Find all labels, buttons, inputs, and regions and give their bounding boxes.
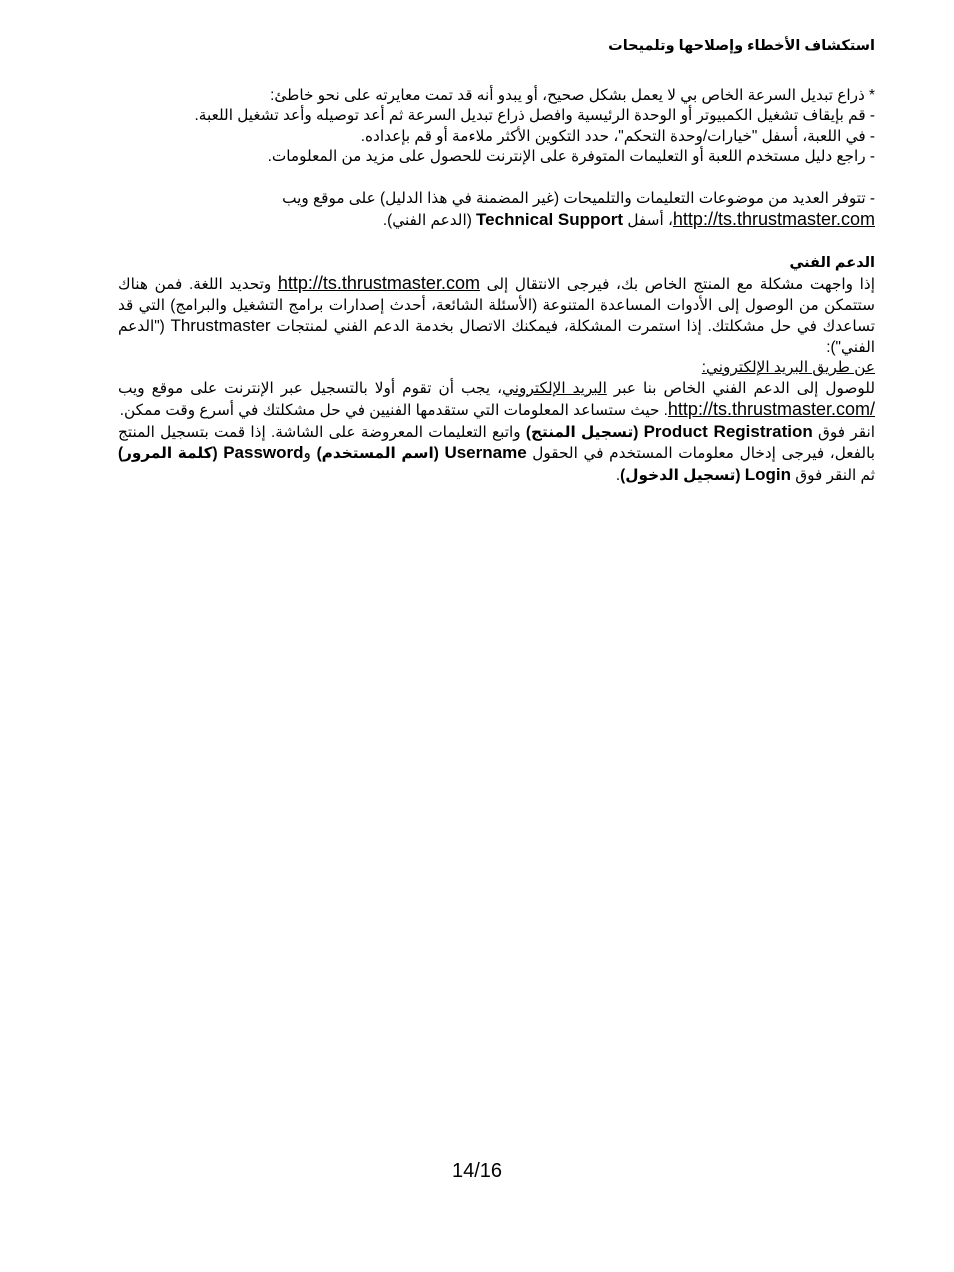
support-intro-3: ("الدعم الفني"): (118, 318, 875, 356)
problem-statement: * ذراع تبديل السرعة الخاص بي لا يعمل بشكل صحيح، أو يبدو أنه قد تمت معايرته على نحو خاطئ: (270, 86, 875, 104)
more-info-text: - تتوفر العديد من موضوعات التعليمات والتلميحات (غير المضمنة في هذا الدليل) على موقع ويب (282, 189, 875, 207)
troubleshooting-step-3: - راجع دليل مستخدم اللعبة أو التعليمات المتوفرة على الإنترنت للحصول على مزيد من المعلومات. (267, 148, 875, 165)
registration-text-1: انقر فوق (812, 423, 875, 441)
registration-site-link[interactable]: http://ts.thrustmaster.com/ (667, 399, 875, 419)
end-punctuation: . (615, 466, 621, 484)
username-label: Username (444, 443, 527, 462)
registration-text-2: واتبع التعليمات المعروضة على الشاشة. إذا قمت بتسجيل المنتج بالفعل، فيرجى إدخال معلومات المستخدم في الحقول (118, 423, 875, 462)
troubleshooting-step-1: - قم بإيقاف تشغيل الكمبيوتر أو الوحدة الرئيسية وافصل ذراع تبديل السرعة ثم أعد توصيله وأعد تشغيل اللعبة. (194, 107, 875, 124)
technical-support-arabic: (الدعم الفني). (382, 212, 477, 229)
technical-support-label: Technical Support (476, 210, 624, 229)
page-title: استكشاف الأخطاء وإصلاحها وتلميحات (608, 38, 875, 54)
product-registration-arabic: (تسجيل المنتج) (525, 423, 644, 441)
and-text: و (303, 445, 317, 462)
brand-name: Thrustmaster (170, 316, 271, 335)
product-registration-label: Product Registration (643, 421, 813, 441)
support-intro-2: وتحديد اللغة. فمن هناك ستتمكن من الوصول إلى الأدوات المساعدة المتنوعة (الأسئلة الشائعة، أحدث إصدارات برامج التشغيل والبرامج) التي قد تساعدك في حل مشكلتك. إذا استمرت المشكلة، فيمكنك الاتصال بخدمة الدعم الفني لمنتجات (118, 276, 875, 335)
support-intro-1: إذا واجهت مشكلة مع المنتج الخاص بك، فيرجى الانتقال إلى (479, 276, 875, 293)
username-arabic: (اسم المستخدم) (316, 445, 445, 462)
document-body (118, 36, 875, 486)
support-section-title: الدعم الفني (789, 254, 875, 271)
page-number: 14/16 (451, 1160, 503, 1182)
more-info-under: ، أسفل (623, 212, 673, 229)
registration-paragraph (118, 422, 875, 487)
email-section-heading: عن طريق البريد الإلكتروني: (701, 359, 875, 376)
email-text-1: للوصول إلى الدعم الفني الخاص بنا عبر (606, 379, 875, 397)
support-intro-link[interactable]: http://ts.thrustmaster.com (277, 273, 480, 293)
email-link[interactable]: البريد الإلكتروني (502, 379, 607, 397)
password-arabic: (كلمة المرور) (118, 445, 224, 462)
support-intro-paragraph (118, 273, 875, 358)
password-label: Password (223, 443, 304, 462)
email-text-2: ، يجب أن تقوم أولا بالتسجيل عبر الإنترنت على موقع ويب (118, 379, 503, 397)
more-info-paragraph (118, 189, 875, 232)
troubleshooting-step-2: - في اللعبة، أسفل "خيارات/وحدة التحكم"، حدد التكوين الأكثر ملاءمة أو قم بإعداده. (360, 127, 875, 145)
email-paragraph (118, 379, 875, 422)
login-arabic: (تسجيل الدخول) (620, 466, 745, 484)
then-text: ثم النقر فوق (791, 466, 875, 484)
support-site-link[interactable]: http://ts.thrustmaster.com (672, 209, 875, 229)
login-label: Login (744, 464, 792, 484)
email-text-3: . حيث ستساعد المعلومات التي ستقدمها الفنيين في حل مشكلتك في أسرع وقت ممكن. (119, 402, 668, 419)
